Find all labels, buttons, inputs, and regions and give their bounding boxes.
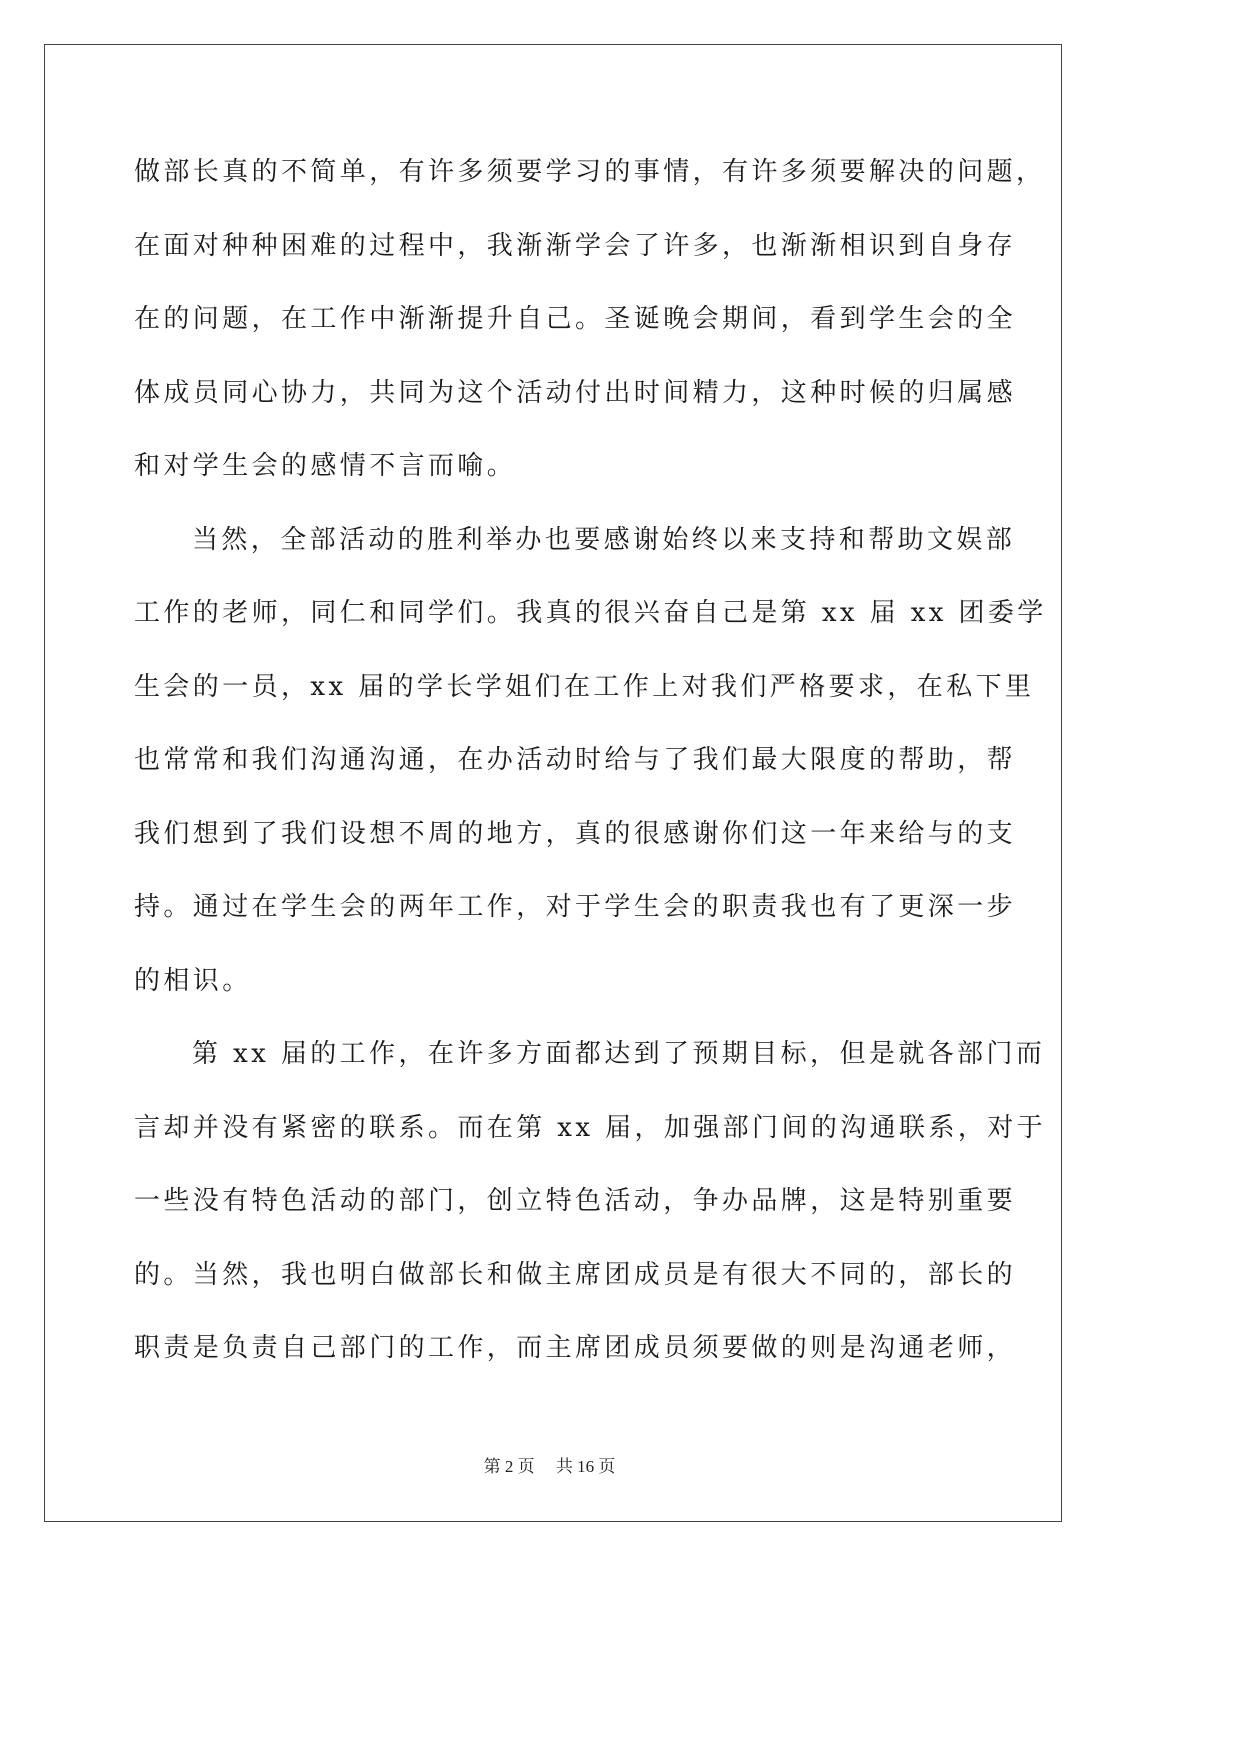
text-line: 工作的老师，同仁和同学们。我真的很兴奋自己是第 xx 届 xx 团委学	[134, 598, 1047, 628]
text-line: 生会的一员，xx 届的学长学姐们在工作上对我们严格要求，在私下里	[134, 671, 1035, 702]
text-line: 言却并没有紧密的联系。而在第 xx 届，加强部门间的沟通联系，对于	[134, 1112, 1047, 1143]
text-line: 持。通过在学生会的两年工作，对于学生会的职责我也有了更深一步	[134, 892, 1017, 922]
document-body	[134, 136, 1047, 1386]
text-line: 在面对种种困难的过程中，我渐渐学会了许多，也渐渐相识到自身存	[134, 230, 1017, 261]
text-line: 当然，全部活动的胜利举办也要感谢始终以来支持和帮助文娱部	[192, 524, 1016, 555]
text-line: 在的问题，在工作中渐渐提升自己。圣诞晚会期间，看到学生会的全	[134, 304, 1017, 334]
page-total: 共 16 页	[555, 1457, 616, 1476]
page-footer	[0, 1452, 1099, 1477]
text-line: 我们想到了我们设想不周的地方，真的很感谢你们这一年来给与的支	[134, 818, 1017, 849]
text-line: 做部长真的不简单，有许多须要学习的事情，有许多须要解决的问题，	[134, 157, 1046, 187]
text-line: 也常常和我们沟通沟通，在办活动时给与了我们最大限度的帮助，帮	[134, 745, 1017, 775]
text-line: 的。当然，我也明白做部长和做主席团成员是有很大不同的，部长的	[134, 1259, 1017, 1290]
text-line: 职责是负责自己部门的工作，而主席团成员须要做的则是沟通老师，	[134, 1333, 1017, 1363]
text-line: 体成员同心协力，共同为这个活动付出时间精力，这种时候的归属感	[134, 377, 1017, 408]
page-number: 第 2 页	[483, 1457, 535, 1476]
text-line: 第 xx 届的工作，在许多方面都达到了预期目标，但是就各部门而	[192, 1039, 1046, 1069]
text-line: 的相识。	[134, 965, 252, 996]
text-line: 和对学生会的感情不言而喻。	[134, 451, 517, 481]
text-line: 一些没有特色活动的部门，创立特色活动，争办品牌，这是特别重要	[134, 1186, 1017, 1216]
